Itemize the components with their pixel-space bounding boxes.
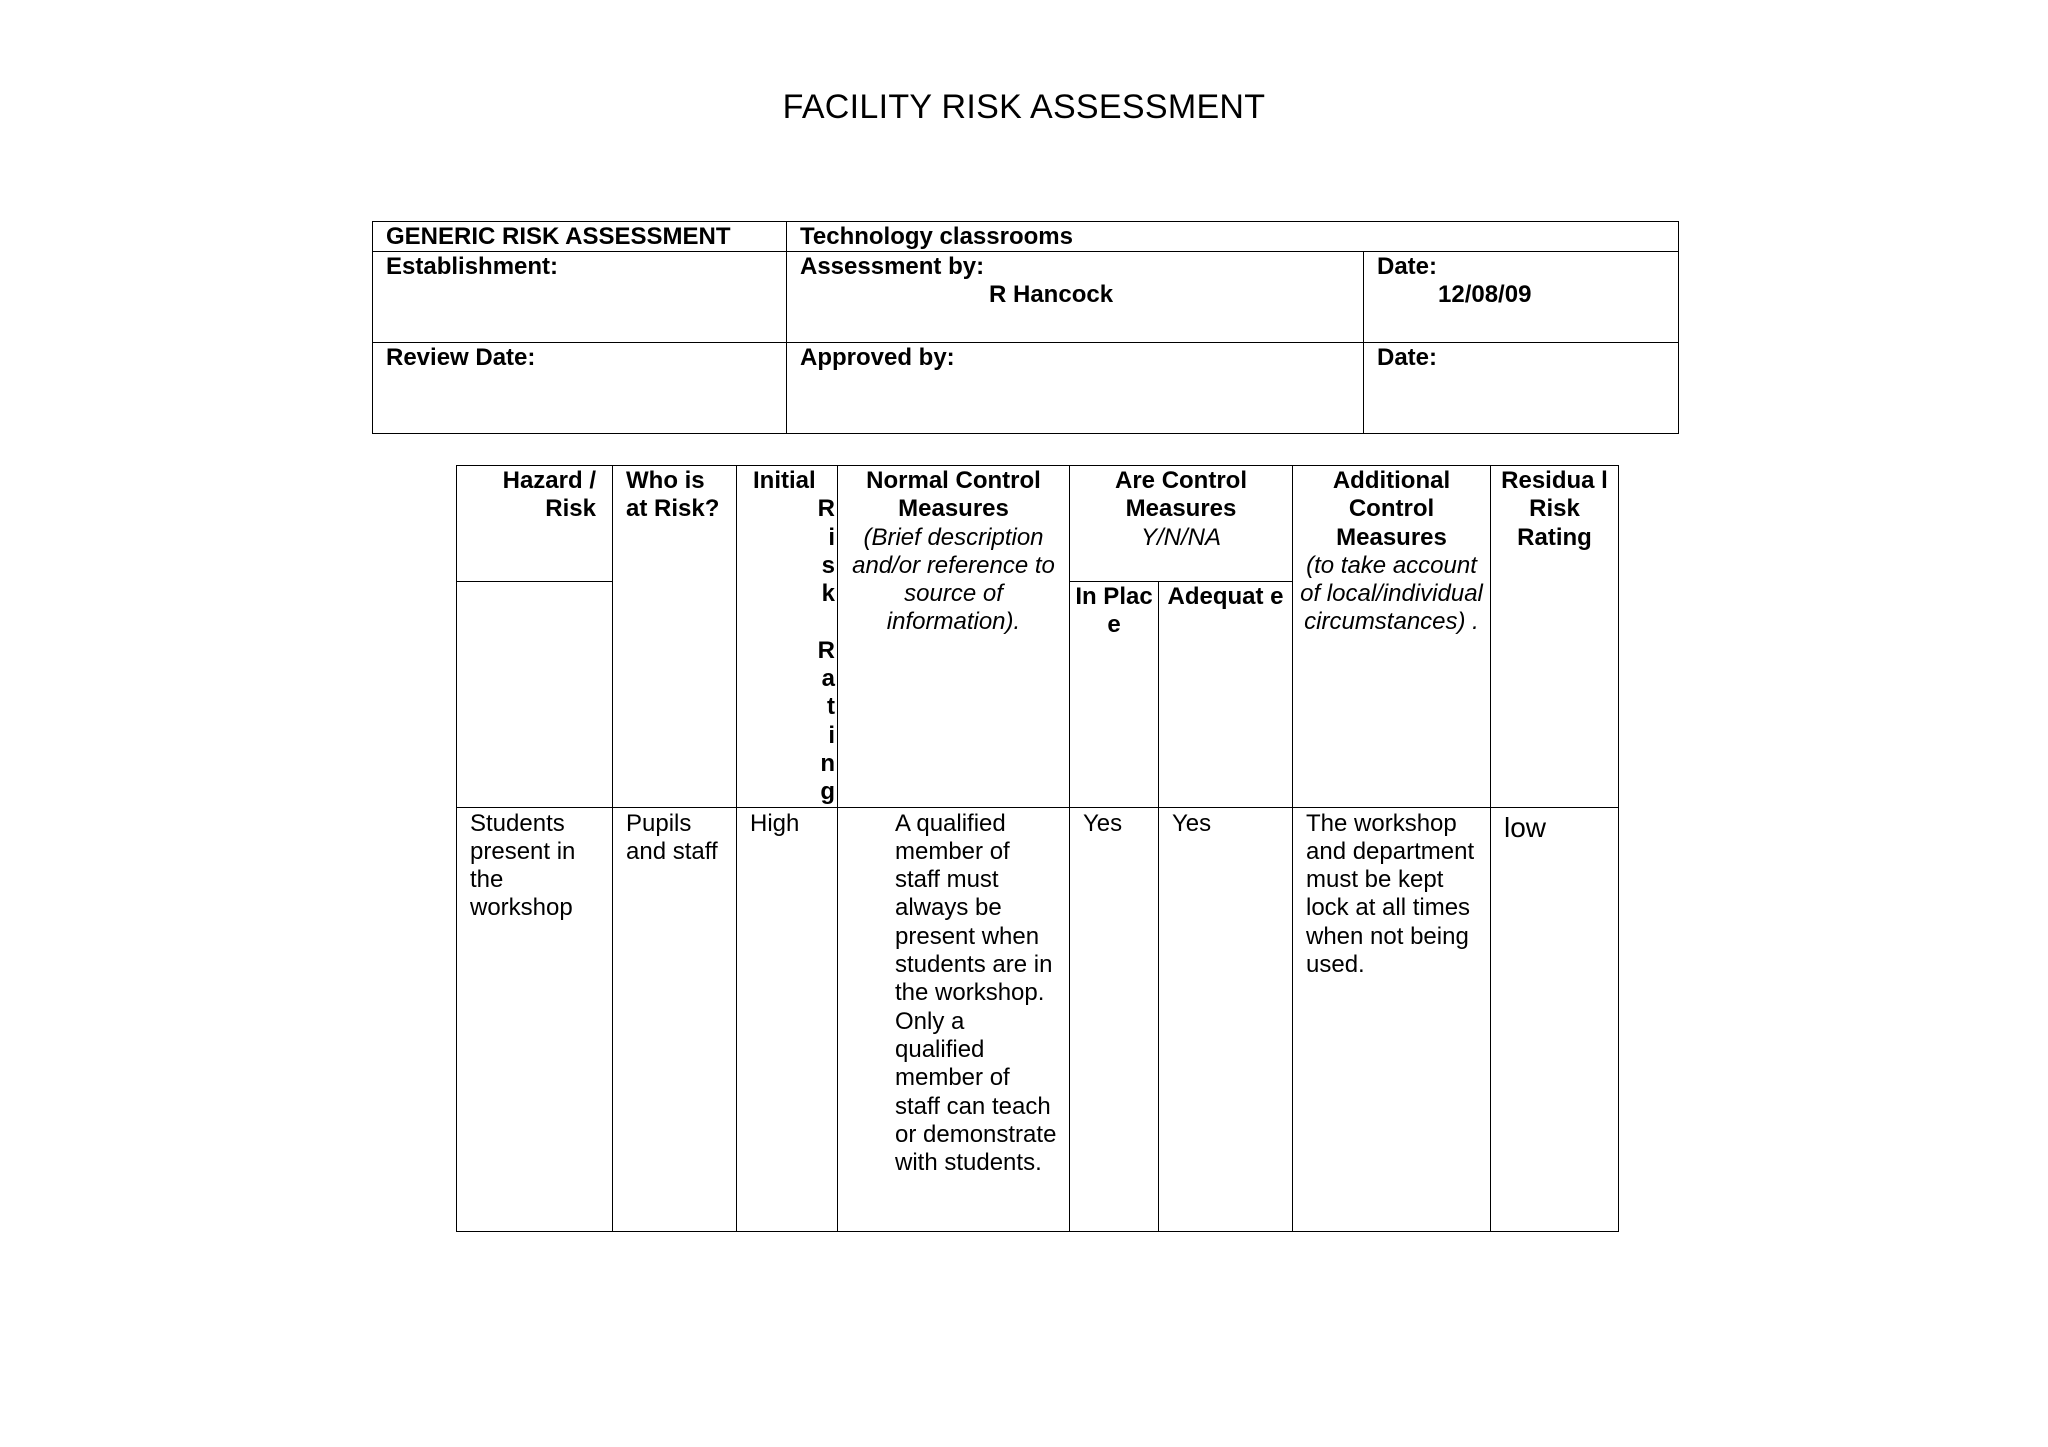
header-normal-control-measures <box>838 466 1070 808</box>
cell-who-at-risk: Pupils and staff <box>613 807 737 1231</box>
assessor-name: R Hancock <box>989 281 1114 308</box>
assessment-subject: Technology classrooms <box>787 222 1679 252</box>
risk-assessment-table <box>456 465 1619 1232</box>
establishment-label: Establishment: <box>386 253 559 280</box>
cell-residual-risk: low <box>1491 807 1619 1231</box>
establishment-cell <box>373 252 787 343</box>
cell-initial-risk: High <box>737 807 838 1231</box>
table-row <box>457 807 1619 1231</box>
are-control-subtitle: Y/N/NA <box>1140 523 1221 551</box>
cell-in-place: Yes <box>1070 807 1159 1231</box>
approved-by-cell <box>787 343 1364 434</box>
header-in-place: In Plac e <box>1070 581 1159 807</box>
header-who-at-risk: Who is at Risk? <box>613 466 737 808</box>
cell-normal-control: A qualified member of staff must always be present when students are in the workshop. Only a qualified member of staff can teach or demonstrate with students. <box>838 807 1070 1231</box>
header-additional-control-measures <box>1293 466 1491 808</box>
cell-additional-control: The workshop and department must be kept lock at all times when not being used. <box>1293 807 1491 1231</box>
are-control-title: Are Control Measures <box>1115 467 1247 523</box>
normal-control-title: Normal Control Measures <box>866 467 1041 523</box>
date-label: Date: <box>1377 253 1438 280</box>
header-initial-risk-rating <box>737 466 838 808</box>
assessment-info-table <box>372 221 1679 434</box>
header-residual-risk-rating: Residua l Risk Rating <box>1491 466 1619 808</box>
assessment-by-cell <box>787 252 1364 343</box>
header-hazard: Hazard / Risk <box>457 466 613 582</box>
review-date-cell <box>373 343 787 434</box>
header-are-control-measures <box>1070 466 1293 582</box>
header-risk-rating-vertical: R i s k R a t i n g <box>817 495 835 806</box>
page-title: FACILITY RISK ASSESSMENT <box>782 88 1266 126</box>
additional-control-title: Additional Control Measures <box>1332 467 1451 551</box>
review-date-label: Review Date: <box>386 344 536 371</box>
header-initial: Initial <box>753 467 816 494</box>
normal-control-subtitle: (Brief description and/or reference to source of information). <box>852 523 1055 636</box>
additional-control-subtitle: (to take account of local/individual circumstances) . <box>1300 551 1483 636</box>
generic-risk-assessment-label: GENERIC RISK ASSESSMENT <box>373 222 787 252</box>
assessment-date-value: 12/08/09 <box>1438 281 1532 308</box>
header-adequate: Adequat e <box>1159 581 1293 807</box>
approved-date-cell <box>1364 343 1679 434</box>
approved-date-label: Date: <box>1377 344 1438 371</box>
assessment-date-cell <box>1364 252 1679 343</box>
cell-adequate: Yes <box>1159 807 1293 1231</box>
assessment-by-label: Assessment by: <box>800 253 985 280</box>
cell-hazard: Students present in the workshop <box>457 807 613 1231</box>
header-hazard-blank <box>457 581 613 807</box>
approved-by-label: Approved by: <box>800 344 955 371</box>
